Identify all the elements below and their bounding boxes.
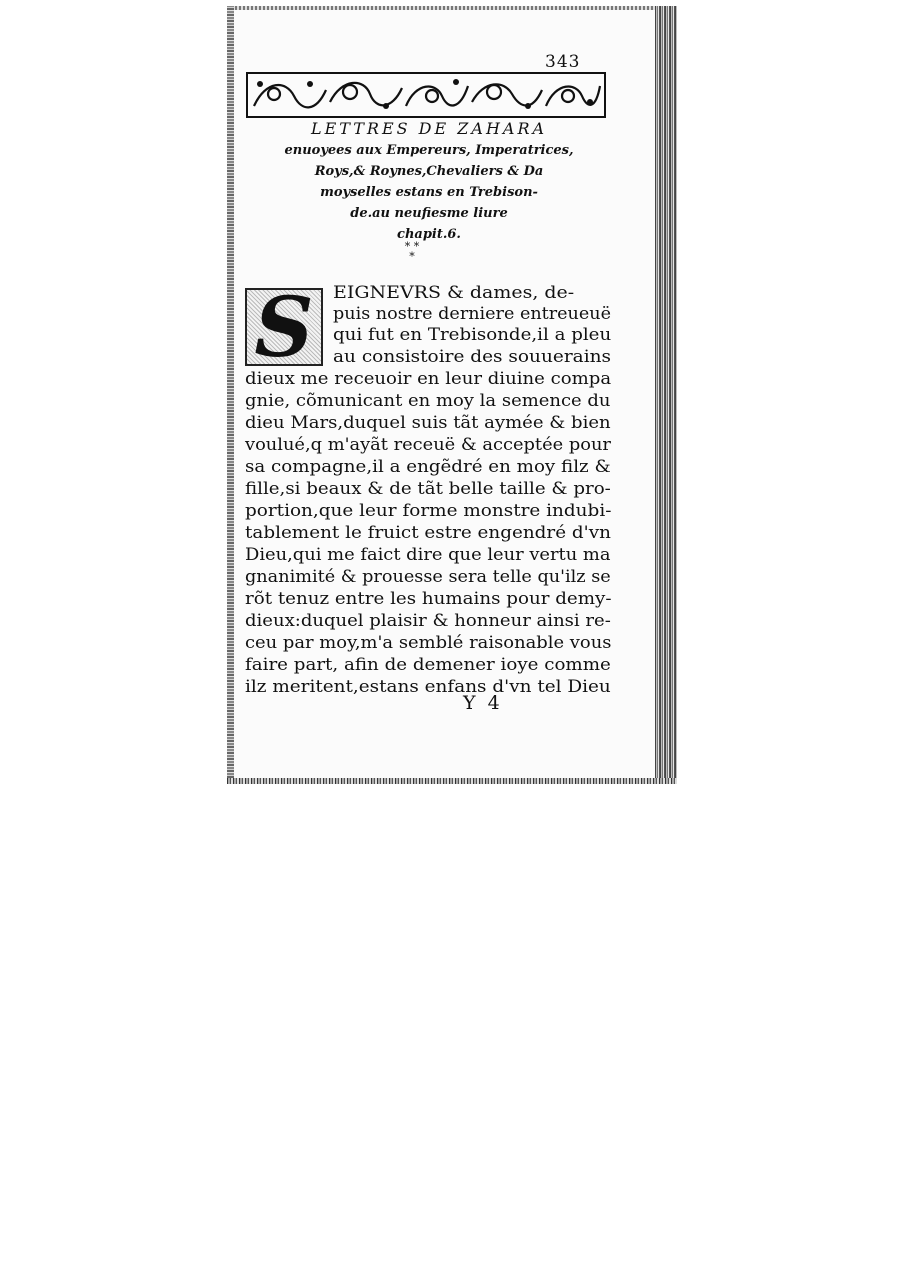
page-number: 343 [545,52,581,72]
body-line: tablement le fruict estre engendré d'vn [245,523,611,542]
signature-mark: Y 4 [463,692,503,714]
body-line: gnie, cõmunicant en moy la semence du [245,391,611,410]
page-edge-right [655,6,677,784]
body-line: dieu Mars,duquel suis tãt aymée & bien [245,413,611,432]
decorated-initial [245,288,323,366]
letter-heading [245,118,613,245]
body-line: fille,si beaux & de tãt belle taille & pro- [245,479,611,498]
heading-line: chapit.6. [397,227,461,242]
heading-line: Roys,& Roynes,Chevaliers & Da [314,164,544,179]
page-edge-left [227,6,234,784]
body-line: voulué,q m'ayãt receuë & acceptée pour [245,435,611,454]
body-line: ilz meritent,estans enfans d'vn tel Dieu [245,677,611,696]
heading-line: de.au neufiesme liure [350,206,508,221]
book-page [227,6,677,784]
body-line: ceu par moy,m'a semblé raisonable vous [245,633,612,652]
body-line: faire part, afin de demener ioye comme [245,655,611,674]
page-edge-top [227,6,677,10]
heading-title: LETTRES DE ZAHARA [310,119,548,138]
page-edge-bottom [227,778,677,784]
body-line: gnanimité & prouesse sera telle qu'ilz se [245,567,611,586]
heading-line: enuoyees aux Empereurs, Imperatrices, [284,143,574,158]
body-line: Dieu,qui me faict dire que leur vertu ma [245,545,611,564]
asterism: * * * [404,240,420,263]
body-line: au consistoire des souuerains [333,347,612,366]
body-line: EIGNEVRS & dames, de- [333,283,575,302]
body-line: dieux:duquel plaisir & honneur ainsi re- [245,611,611,630]
ornamental-headpiece-icon [246,72,606,118]
body-line: rõt tenuz entre les humains pour demy- [245,589,612,608]
body-line: dieux me receuoir en leur diuine compa [245,369,612,388]
heading-line: moyselles estans en Trebison- [320,185,538,200]
drop-cap-letter: S [254,288,314,366]
body-line: puis nostre derniere entreueuë [333,304,611,323]
body-line: sa compagne,il a engẽdré en moy filz & [245,457,611,476]
body-line: portion,que leur forme monstre indubi- [245,501,612,520]
body-line: qui fut en Trebisonde,il a pleu [333,325,612,344]
